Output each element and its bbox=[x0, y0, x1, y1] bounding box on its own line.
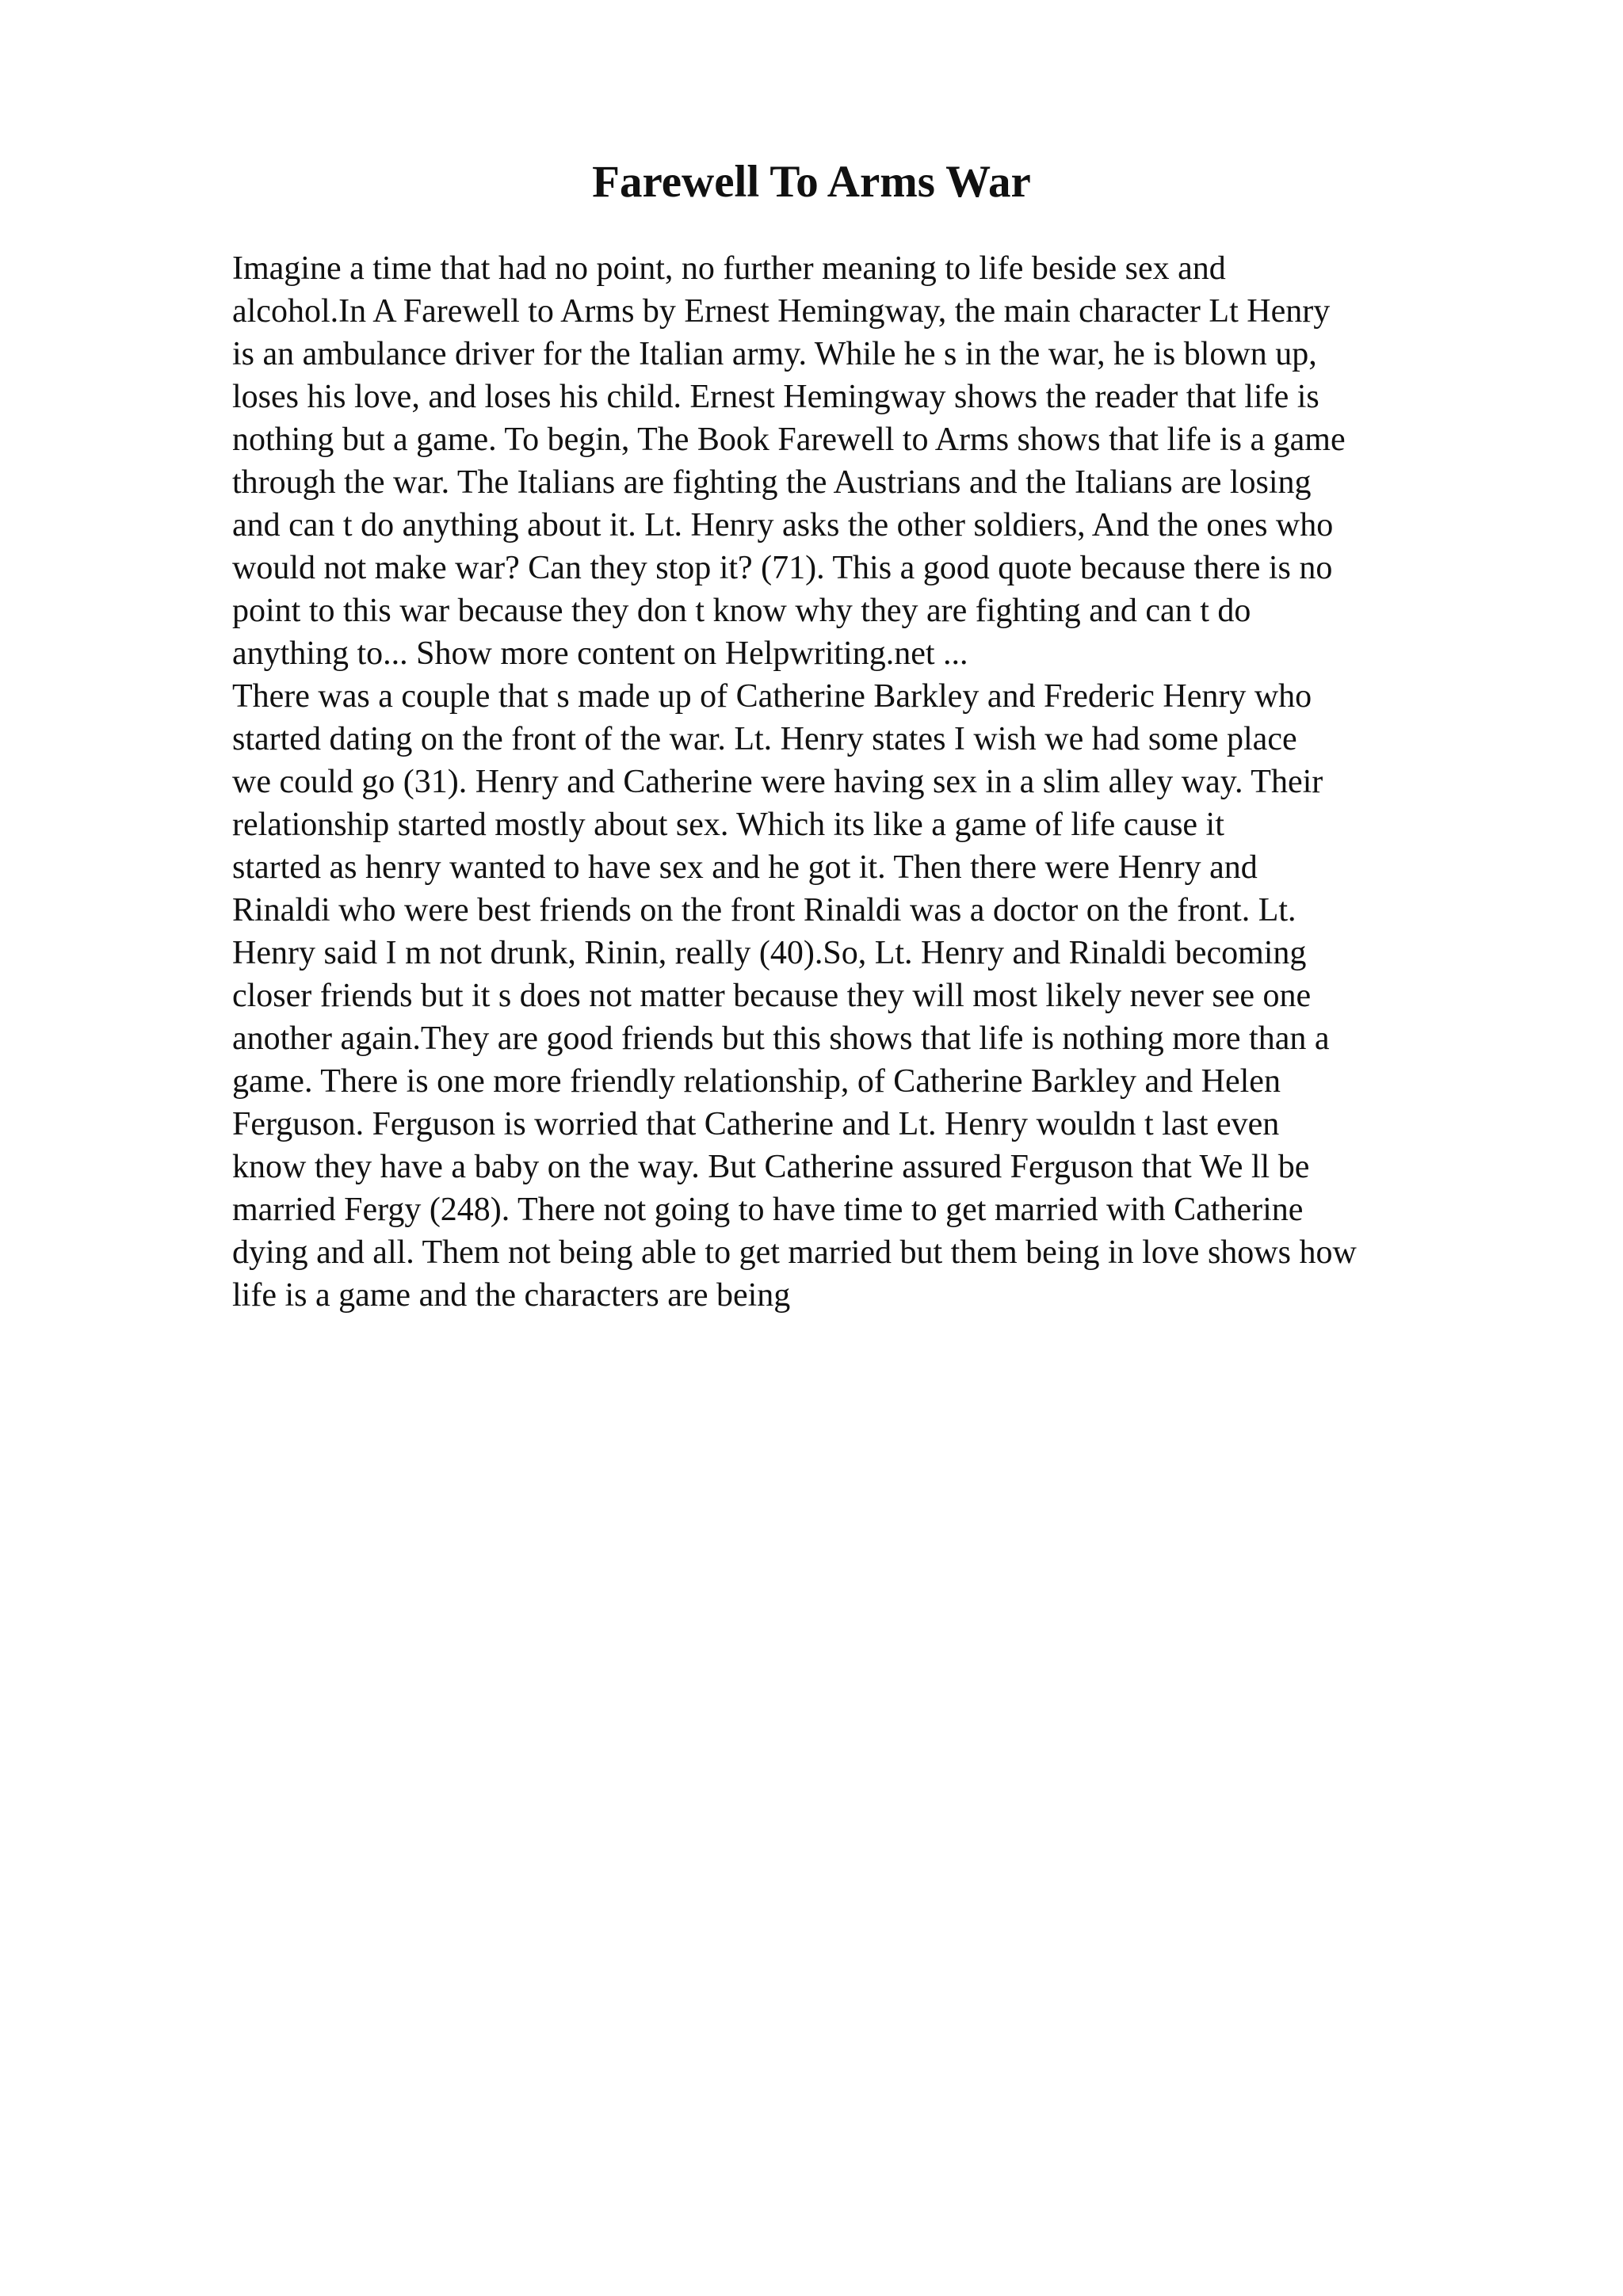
body-line: Imagine a time that had no point, no further meaning to life beside sex and bbox=[232, 250, 1226, 287]
body-line: married Fergy (248). There not going to have time to get married with Catherine bbox=[232, 1192, 1304, 1228]
body-line: anything to... Show more content on Helpwriting.net ... bbox=[232, 635, 968, 672]
body-line: and can t do anything about it. Lt. Henry asks the other soldiers, And the ones who bbox=[232, 507, 1334, 543]
body-line: closer friends but it s does not matter because they will most likely never see one bbox=[232, 978, 1312, 1014]
body-line: Henry said I m not drunk, Rinin, really (40).So, Lt. Henry and Rinaldi becoming bbox=[232, 935, 1307, 971]
body-line: Ferguson. Ferguson is worried that Catherine and Lt. Henry wouldn t last even bbox=[232, 1106, 1280, 1142]
body-line: is an ambulance driver for the Italian army. While he s in the war, he is blown up, bbox=[232, 336, 1317, 372]
body-line: nothing but a game. To begin, The Book Farewell to Arms shows that life is a game bbox=[232, 421, 1346, 458]
body-line: relationship started mostly about sex. Which its like a game of life cause it bbox=[232, 807, 1224, 843]
body-line: point to this war because they don t know why they are fighting and can t do bbox=[232, 593, 1251, 629]
body-line: loses his love, and loses his child. Ernest Hemingway shows the reader that life is bbox=[232, 379, 1319, 415]
body-line: would not make war? Can they stop it? (71). This a good quote because there is no bbox=[232, 550, 1333, 586]
body-line: started dating on the front of the war. Lt. Henry states I wish we had some place bbox=[232, 721, 1297, 757]
body-line: through the war. The Italians are fighting the Austrians and the Italians are losing bbox=[232, 464, 1312, 501]
body-line: dying and all. Them not being able to get married but them being in love shows how bbox=[232, 1234, 1357, 1271]
body-line: we could go (31). Henry and Catherine were having sex in a slim alley way. Their bbox=[232, 764, 1323, 800]
body-line: started as henry wanted to have sex and he got it. Then there were Henry and bbox=[232, 849, 1258, 886]
document-title: Farewell To Arms War bbox=[592, 157, 1031, 207]
body-line: alcohol.In A Farewell to Arms by Ernest Hemingway, the main character Lt Henry bbox=[232, 293, 1331, 330]
body-line: another again.They are good friends but this shows that life is nothing more than a bbox=[232, 1020, 1330, 1057]
body-line: know they have a baby on the way. But Catherine assured Ferguson that We ll be bbox=[232, 1149, 1310, 1185]
body-line: life is a game and the characters are being bbox=[232, 1277, 791, 1314]
body-line: game. There is one more friendly relationship, of Catherine Barkley and Helen bbox=[232, 1063, 1281, 1100]
document-body bbox=[232, 247, 1500, 1317]
body-line: There was a couple that s made up of Catherine Barkley and Frederic Henry who bbox=[232, 678, 1312, 715]
body-line: Rinaldi who were best friends on the front Rinaldi was a doctor on the front. Lt. bbox=[232, 892, 1296, 929]
